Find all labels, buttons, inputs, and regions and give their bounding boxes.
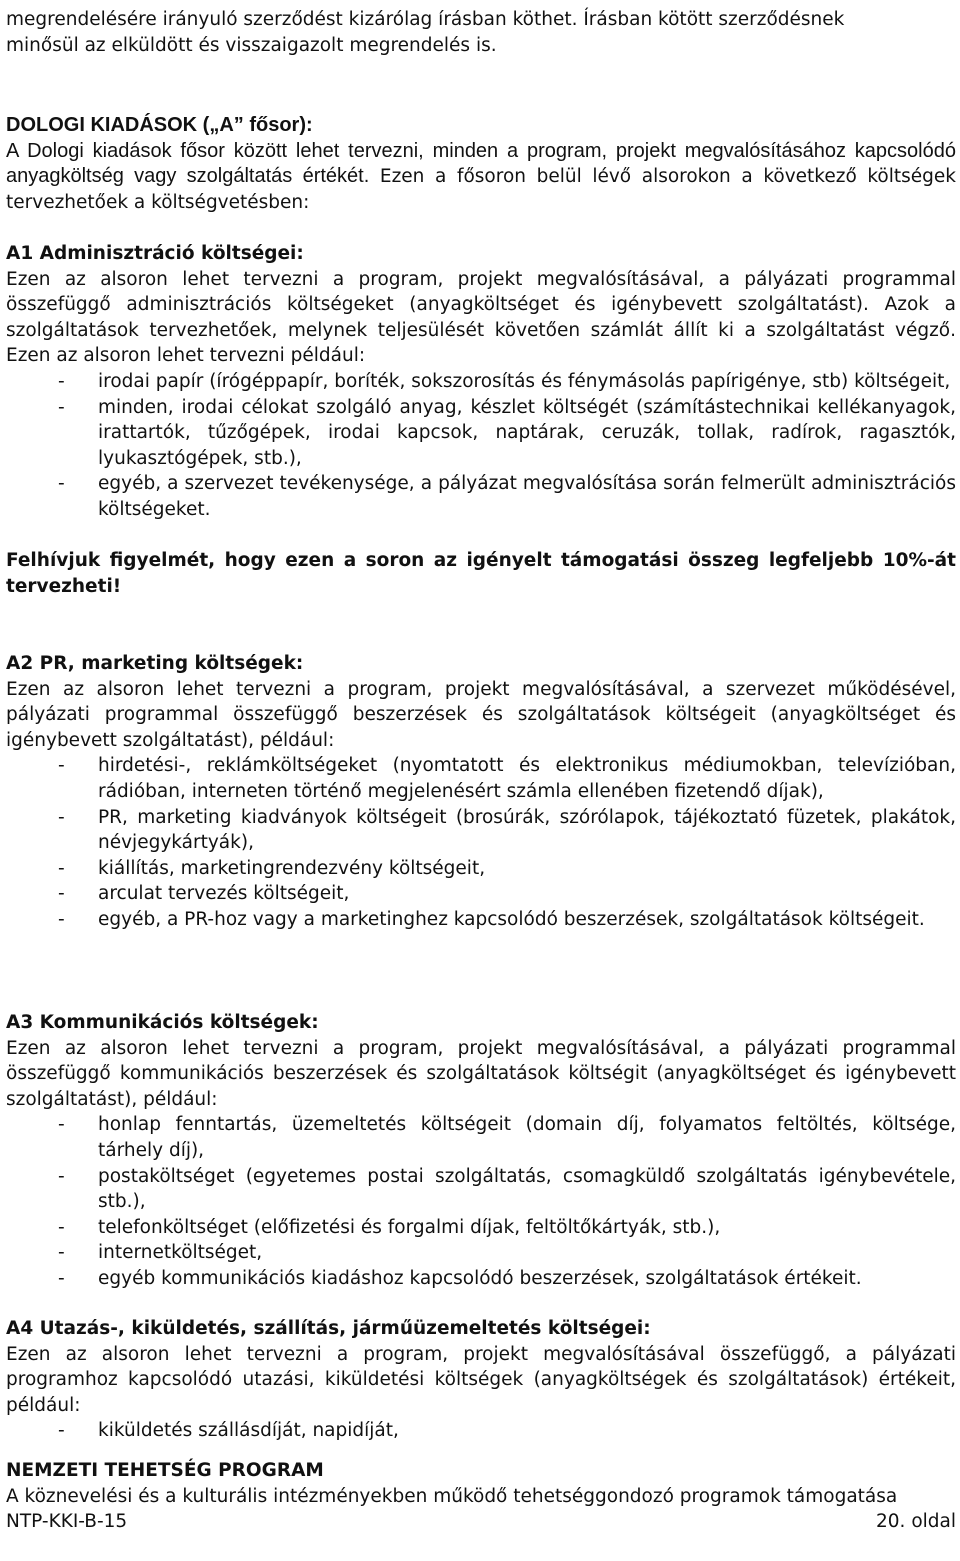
page-number: 20. oldal [876, 1511, 956, 1533]
list-marker: - [58, 883, 65, 905]
a4-heading: A4 Utazás-, kiküldetés, szállítás, járműüzemeltetés költségei: [6, 1318, 651, 1339]
a3-list-item-1: - honlap fenntartás, üzemeltetés költségeit (domain díj, folyamatos feltöltés, költsége, tárhely díj), [58, 1114, 956, 1161]
a2-heading: A2 PR, marketing költségek: [6, 653, 304, 674]
a4-list-item-1: - kiküldetés szállásdíját, napidíját, [6, 1418, 956, 1444]
a1-list-item-2: - minden, irodai célokat szolgáló anyag, készlet költségét (számítástechnikai kellékanyagok, irattartók, tűzőgépek, irodai kapcsok, naptárak, ceruzák, tollak, radírok, ragasztók, lyukasztógépek, stb.), [58, 396, 956, 469]
a3-list-item-5: - egyéb kommunikációs kiadáshoz kapcsolódó beszerzések, szolgáltatások értékeit. [6, 1266, 956, 1292]
footer-row [6, 1509, 956, 1535]
dologi-text [6, 139, 956, 216]
a3-heading: A3 Kommunikációs költségek: [6, 1012, 319, 1033]
footer-code: NTP-KKI-B-15 [6, 1511, 128, 1533]
footer-program-title: NEMZETI TEHETSÉG PROGRAM [6, 1460, 324, 1481]
a1-list-item-1: - irodai papír (írógéppapír, boríték, sokszorosítás és fénymásolás papírigénye, stb) költségeit, [6, 369, 956, 395]
a1-heading: A1 Adminisztráció költségei: [6, 243, 304, 264]
footer-description: A köznevelési és a kulturális intézményekben működő tehetséggondozó programok támogatása [6, 1485, 898, 1507]
a2-list-item-5: - egyéb, a PR-hoz vagy a marketinghez kapcsolódó beszerzések, szolgáltatások költségeit. [6, 907, 956, 933]
a3-list-item-2: - postaköltséget (egyetemes postai szolgáltatás, csomagküldő szolgáltatás igénybevétele, stb.), [58, 1165, 956, 1213]
a3-text: Ezen az alsoron lehet tervezni a program, projekt megvalósításával, a pályázati programmal összefüggő kommunikációs beszerzések és szolgáltatások költségit (anyagköltséget és igénybevett szolgáltatást), például: [6, 1037, 956, 1110]
a2-list-item-2: - PR, marketing kiadványok költségeit (brosúrák, szórólapok, tájékoztató füzetek, plakátok, névjegykártyák), [58, 806, 956, 854]
a1-notice: Felhívjuk figyelmét, hogy ezen a soron az igényelt támogatási összeg legfeljebb 10%-át tervezheti! [6, 550, 956, 597]
list-marker: - [58, 806, 65, 828]
a3-list-item-4: - internetköltséget, [6, 1240, 956, 1266]
dologi-heading: DOLOGI KIADÁSOK („A” fősor): [6, 114, 313, 136]
a3-list-item-3: - telefonköltséget (előfizetési és forgalmi díjak, feltöltőkártyák, stb.), [6, 1215, 956, 1241]
dologi-text-rest: Ezen a fősoron belül lévő alsorokon a következő költségek tervezhetőek a költségvetésben: [6, 166, 956, 213]
list-marker: - [58, 473, 65, 495]
section-a3 [6, 1010, 956, 1292]
intro-line-2: minősül az elküldött és visszaigazolt megrendelés is. [6, 35, 497, 56]
section-a1 [6, 241, 956, 599]
a1-text: Ezen az alsoron lehet tervezni a program, projekt megvalósításával, a pályázati programmal összefüggő adminisztrációs költségeket (anyagköltséget és igénybevett szolgáltatást). Azok a szolgáltatások tervezhetőek, melynek teljesülését követően számlát állít ki a szolgáltatást végző. Ezen az alsoron lehet tervezni például: [6, 268, 956, 367]
intro-line-1: megrendelésére irányuló szerződést kizárólag írásban köthet. Írásban kötött szerződésnek [6, 9, 845, 30]
section-dologi [6, 113, 956, 215]
list-marker: - [58, 1267, 65, 1289]
list-marker: - [58, 857, 65, 879]
a4-text: Ezen az alsoron lehet tervezni a program, projekt megvalósításával összefüggő, a pályázati programhoz kapcsolódó utazási, kiküldetési költségek (anyagköltségek és szolgáltatások) értékeit, például: [6, 1343, 956, 1416]
section-a2 [6, 651, 956, 933]
list-marker: - [58, 1114, 65, 1136]
a1-list-item-3: - egyéb, a szervezet tevékenysége, a pályázat megvalósítása során felmerült adminisztrációs költségeket. [58, 473, 956, 520]
page-footer [6, 1458, 956, 1535]
list-marker: - [58, 1420, 65, 1442]
list-marker: - [58, 370, 65, 392]
section-a4 [6, 1316, 956, 1444]
list-marker: - [58, 1165, 65, 1187]
list-marker: - [58, 755, 65, 777]
a2-list-item-3: - kiállítás, marketingrendezvény költségeit, [6, 856, 956, 882]
a2-list-item-1: - hirdetési-, reklámköltségeket (nyomtatott és elektronikus médiumokban, televízióban, rádióban, interneten történő megjelenésért számla ellenében fizetendő díjak), [58, 755, 956, 802]
list-marker: - [58, 1242, 65, 1264]
a2-text: Ezen az alsoron lehet tervezni a program, projekt megvalósításával, a szervezet működésével, pályázati programmal összefüggő beszerzések és szolgáltatások költségeit (anyagköltséget és igénybevett szolgáltatást), például: [6, 678, 956, 751]
dologi-text-arial: A Dologi kiadások fősor között lehet tervezni, minden a program, projekt megvalósításához kapcsolódó anyagköltség vagy szolgáltatás értékét. [6, 139, 956, 188]
list-marker: - [58, 396, 65, 418]
a2-list-item-4: - arculat tervezés költségeit, [6, 881, 956, 907]
list-marker: - [58, 908, 65, 930]
list-marker: - [58, 1216, 65, 1238]
